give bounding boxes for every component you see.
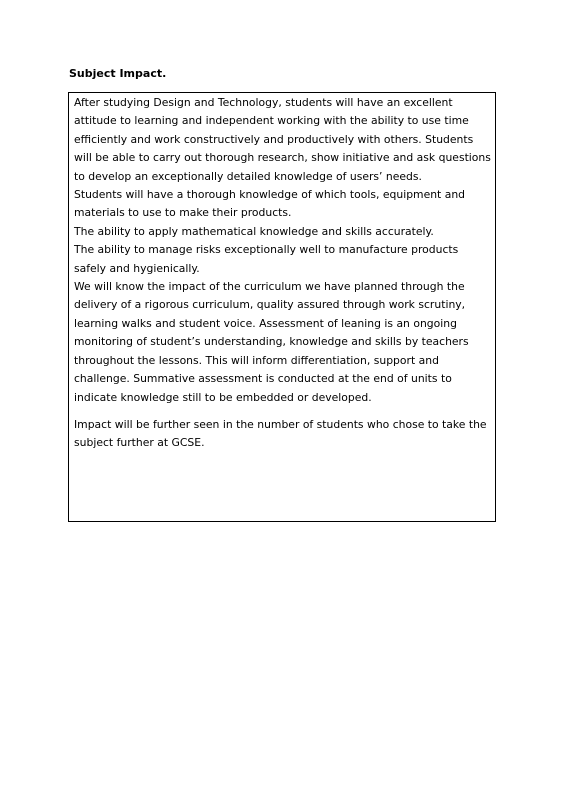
paragraph-spacer: [74, 407, 491, 416]
paragraph-mathematical-skills: The ability to apply mathematical knowledge and skills accurately.: [74, 224, 434, 238]
paragraph-tools-knowledge: Students will have a thorough knowledge of which tools, equipment and materials to use to make their products.: [74, 188, 466, 220]
paragraph-curriculum-impact: We will know the impact of the curriculum we have planned through the delivery of a rigorous curriculum, quality assured through work scrutiny, learning walks and student voice. Assessment of leaning is an ongoing monitoring of student’s understanding, knowledge and skills by teachers throughout the lessons. This will inform differentiation, support and challenge. Summative assessment is conducted at the end of units to indicate knowledge still to be embedded or developed.: [74, 280, 469, 404]
paragraph-gcse-uptake: Impact will be further seen in the number of students who chose to take the subject further at GCSE.: [74, 417, 487, 450]
paragraph-risk-management: The ability to manage risks exceptionally well to manufacture products safely and hygienically.: [74, 243, 459, 275]
impact-text-box: [68, 92, 496, 522]
paragraph-attitude: After studying Design and Technology, students will have an excellent attitude to learning and independent working with the ability to use time efficiently and work constructively and productively with others. Students will be able to carry out thorough research, show initiative and ask questions to develop an exceptionally detailed knowledge of users’ needs.: [74, 96, 491, 183]
section-heading: Subject Impact.: [69, 67, 167, 80]
